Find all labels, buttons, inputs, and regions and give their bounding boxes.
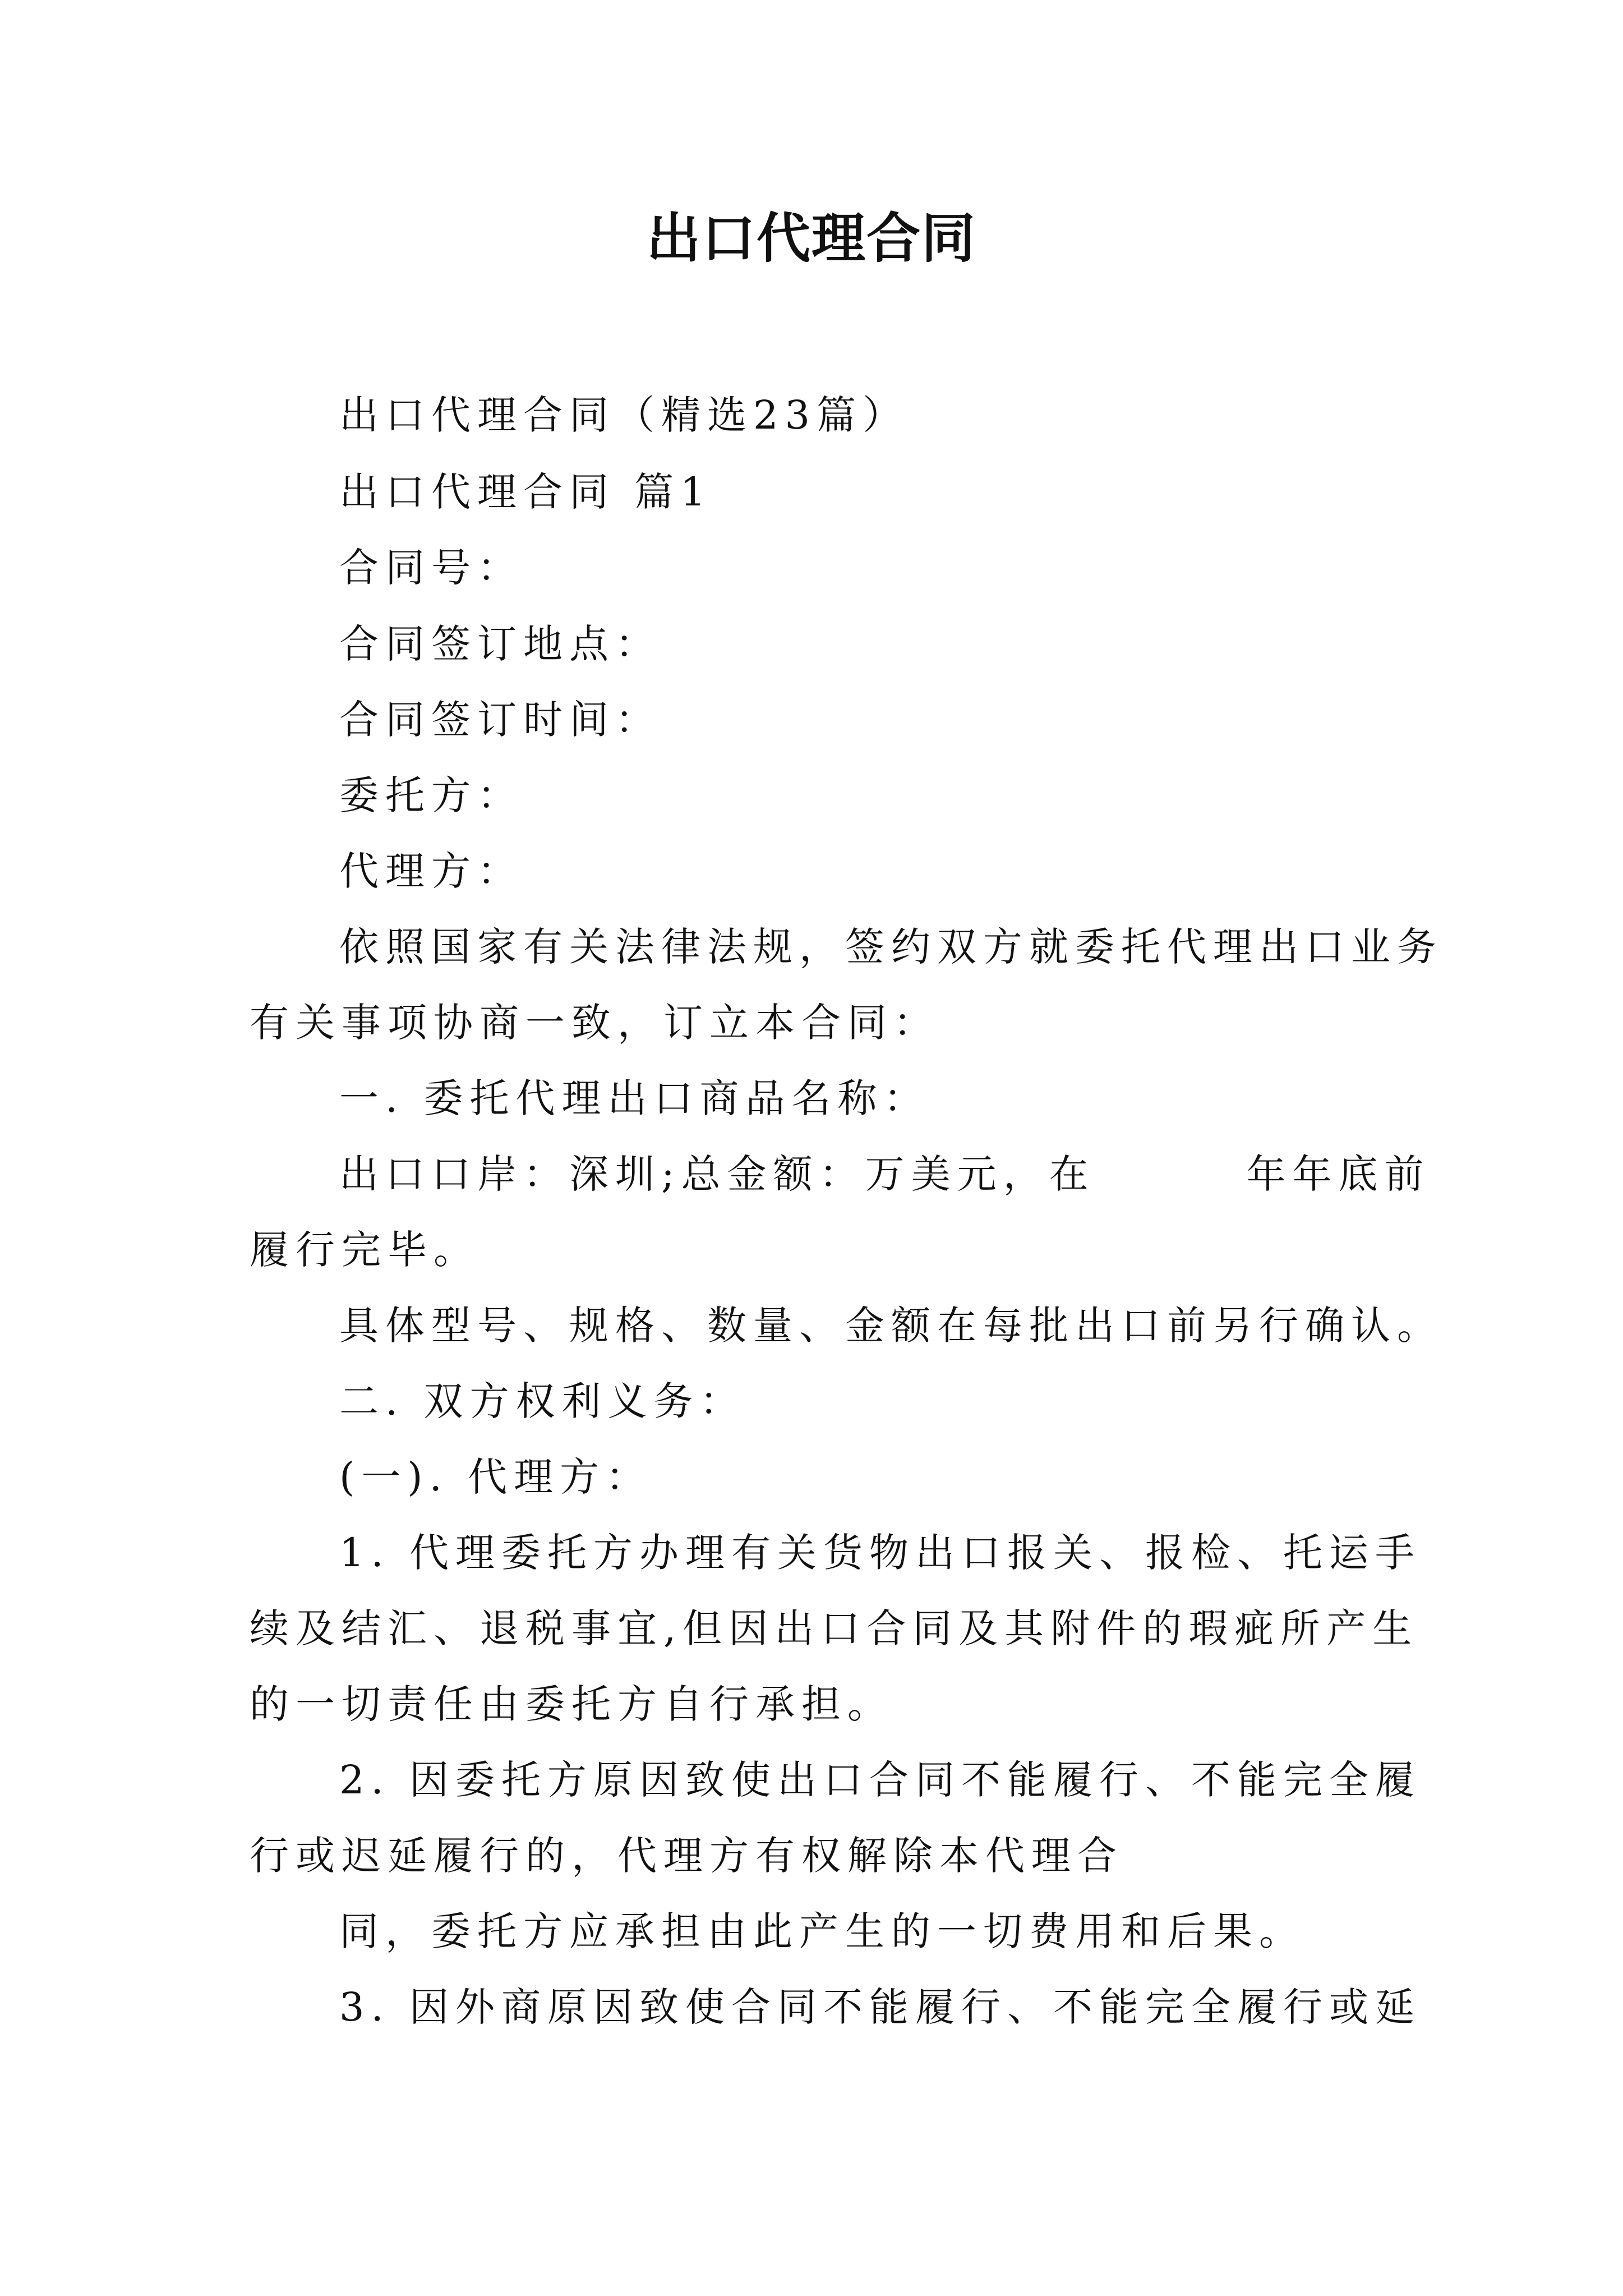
paragraph-line: 有关事项协商一致，订立本合同：	[250, 1000, 939, 1046]
principal-label: 委托方：	[339, 772, 523, 818]
paragraph-line: 续及结汇、退税事宜,但因出口合同及其附件的瑕疵所产生	[250, 1605, 1419, 1651]
paragraph-line: 具体型号、规格、数量、金额在每批出口前另行确认。	[339, 1303, 1443, 1349]
contract-number-label: 合同号：	[339, 545, 523, 591]
paragraph-line: 的一切责任由委托方自行承担。	[250, 1681, 893, 1727]
document-title: 出口代理合同	[647, 206, 976, 270]
paragraph-line: 行或迟延履行的，代理方有权解除本代理合	[250, 1833, 1123, 1879]
clause-heading: 一. 委托代理出口商品名称：	[339, 1075, 930, 1121]
deadline-text: 年年底前	[1246, 1151, 1431, 1197]
paragraph-line: 同，委托方应承担由此产生的一切费用和后果。	[339, 1908, 1305, 1954]
paragraph-line	[250, 1146, 1431, 1202]
paragraph-line: 履行完毕。	[250, 1227, 479, 1273]
signing-time-label: 合同签订时间：	[339, 697, 661, 743]
section-heading: 出口代理合同 篇1	[339, 469, 712, 515]
paragraph-line: 依照国家有关法律法规，签约双方就委托代理出口业务	[339, 924, 1443, 970]
agent-label: 代理方：	[339, 848, 523, 894]
sub-clause-heading: (一). 代理方：	[339, 1454, 652, 1500]
signing-place-label: 合同签订地点：	[339, 621, 661, 667]
subtitle-line: 出口代理合同（精选23篇）	[339, 392, 909, 438]
port-amount-text: 出口口岸：深圳;总金额：万美元，在	[339, 1151, 1095, 1197]
paragraph-line: 3. 因外商原因致使合同不能履行、不能完全履行或延	[339, 1984, 1422, 2030]
paragraph-line: 1. 代理委托方办理有关货物出口报关、报检、托运手	[339, 1530, 1422, 1576]
clause-heading: 二. 双方权利义务：	[339, 1378, 746, 1424]
paragraph-line: 2. 因委托方原因致使出口合同不能履行、不能完全履	[339, 1757, 1422, 1803]
